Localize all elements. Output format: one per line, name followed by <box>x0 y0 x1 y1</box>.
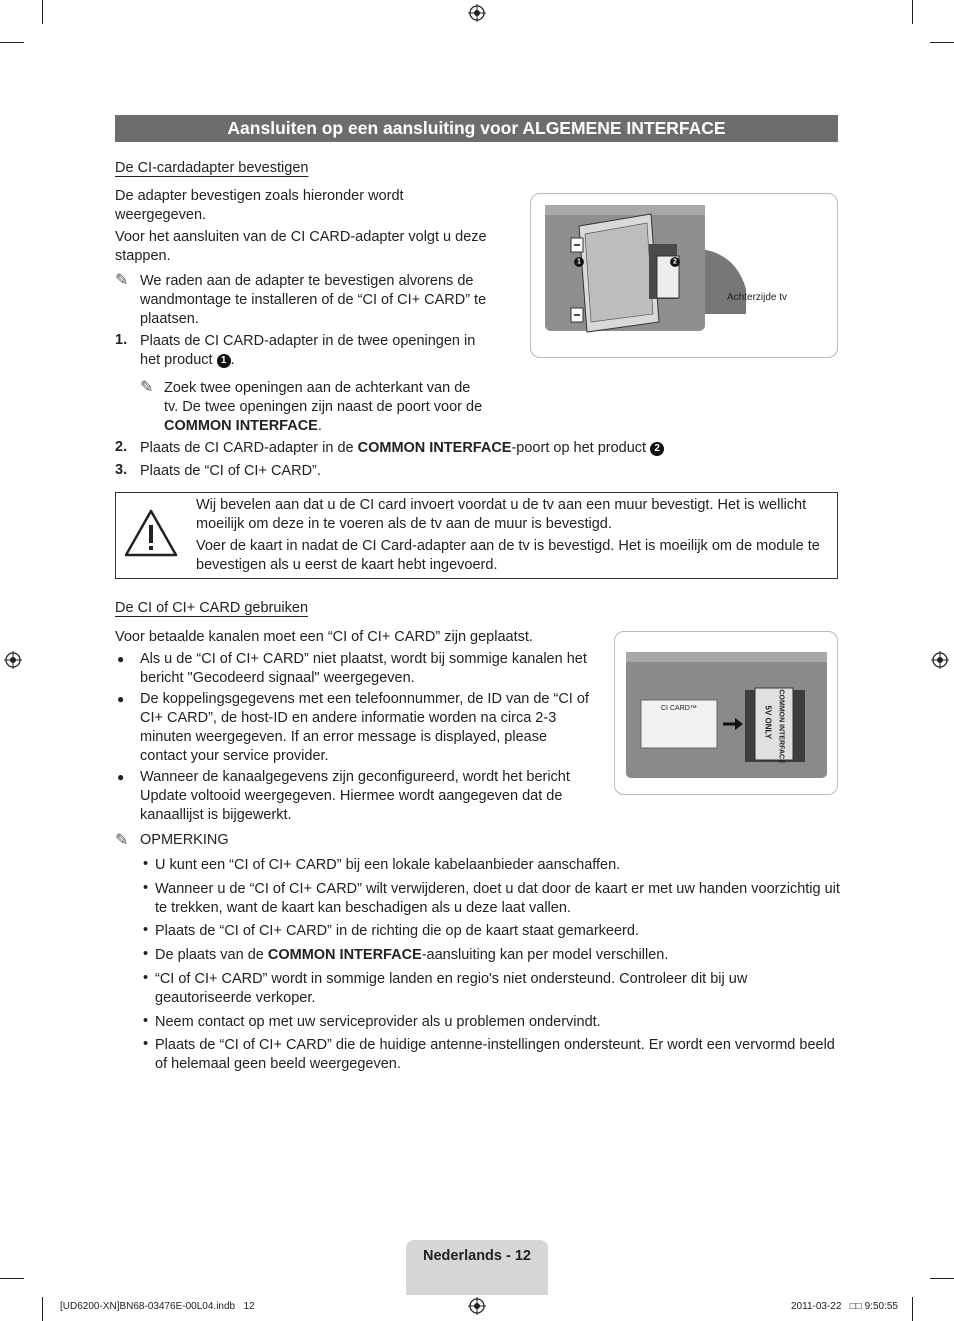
remark-item: Plaats de “CI of CI+ CARD” in de richting die op de kaart staat gemarkeerd. <box>155 923 639 939</box>
ci-card-intro: Voor betaalde kanalen moet een “CI of CI+ CARD” zijn geplaatst. <box>115 629 533 645</box>
remark-dot: • <box>143 1013 149 1029</box>
bullet-dot: ● <box>117 652 125 666</box>
crop-mark <box>42 0 43 24</box>
adapter-note-1: We raden aan de adapter te bevestigen alvorens de wandmontage te installeren of de “CI of CI+ CARD” te plaatsen. <box>140 273 487 327</box>
imprint-timestamp: 2011-03-22 □□ 9:50:55 <box>791 1301 898 1312</box>
ci-card-figure <box>614 631 838 795</box>
bullet-dot: ● <box>117 770 125 784</box>
figure-label: Achterzijde tv <box>727 292 788 303</box>
step-text: Plaats de CI CARD-adapter in de twee openingen in het product <box>140 333 476 368</box>
ci-card-bullet: Als u de “CI of CI+ CARD” niet plaatst, wordt bij sommige kanalen het bericht "Gecodeerd signaal" weergegeven. <box>140 651 587 686</box>
ci-card-heading: De CI of CI+ CARD gebruiken <box>115 600 309 616</box>
warning-box <box>115 492 838 579</box>
remark-item: Neem contact op met uw serviceprovider als u problemen ondervindt. <box>155 1014 601 1030</box>
crop-mark <box>912 0 913 24</box>
crop-mark <box>912 1297 913 1321</box>
crop-mark <box>0 1278 24 1279</box>
step-number: 2. <box>115 439 128 455</box>
tv-back-illustration <box>531 194 837 357</box>
adapter-step-3: Plaats de “CI of CI+ CARD”. <box>140 463 321 479</box>
module-label-1: COMMON INTERFACE <box>777 689 785 764</box>
warning-text-1: Wij bevelen aan dat u de CI card invoert voordat u de tv aan een muur bevestigt. Het is wellicht moeilijk om deze in te voeren als de tv aan de muur is bevestigd. <box>196 497 807 532</box>
remark-item: U kunt een “CI of CI+ CARD” bij een lokale kabelaanbieder aanschaffen. <box>155 857 621 873</box>
crop-mark <box>42 1297 43 1321</box>
adapter-intro-1: De adapter bevestigen zoals hieronder wordt weergegeven. <box>115 188 404 223</box>
remark-dot: • <box>143 946 149 962</box>
warning-triangle-icon <box>123 508 179 558</box>
adapter-step-2: Plaats de CI CARD-adapter in de COMMON INTERFACE-poort op het product 2 <box>140 439 740 458</box>
remark-dot: • <box>143 856 149 872</box>
registration-mark-icon <box>4 651 22 669</box>
step-number: 1. <box>115 332 128 348</box>
adapter-step-1-note: Zoek twee openingen aan de achterkant van de tv. De twee openingen zijn naast de poort voor de COMMON INTERFACE. <box>164 380 483 434</box>
remark-item: Wanneer u de “CI of CI+ CARD” wilt verwijderen, doet u dat door de kaart er met uw handen voorzichtig uit te trekken, want de kaart kan beschadigen als u deze laat vallen. <box>155 881 840 916</box>
crop-mark <box>0 42 24 43</box>
remark-dot: • <box>143 922 149 938</box>
warning-text-2: Voer de kaart in nadat de CI Card-adapter aan de tv is bevestigd. Het is moeilijk om de module te bevestigen als u eerst de kaart hebt ingevoerd. <box>196 538 820 573</box>
registration-mark-icon <box>468 4 486 22</box>
page-number-tab: Nederlands - 12 <box>406 1240 548 1295</box>
step-badge: 1 <box>217 354 231 368</box>
ci-card-bullet: Wanneer de kanaalgegevens zijn geconfigureerd, wordt het bericht Update voltooid weergegeven. Hiermee wordt aangegeven dat de kanaallijst is bijgewerkt. <box>140 769 570 823</box>
note-pencil-icon: ✎ <box>115 832 129 849</box>
registration-mark-icon <box>468 1297 486 1315</box>
remark-item: De plaats van de COMMON INTERFACE-aansluiting kan per model verschillen. <box>155 947 669 963</box>
adapter-intro-2: Voor het aansluiten van de CI CARD-adapter volgt u deze stappen. <box>115 229 487 264</box>
note-pencil-icon: ✎ <box>140 379 154 396</box>
remarks-heading: OPMERKING <box>140 832 229 848</box>
ci-card-label: CI CARD™ <box>661 705 697 712</box>
step-badge: 2 <box>650 442 664 456</box>
section-title: Aansluiten op een aansluiting voor ALGEMENE INTERFACE <box>115 115 838 142</box>
registration-mark-icon <box>931 651 949 669</box>
remark-dot: • <box>143 1036 149 1052</box>
remark-item: Plaats de “CI of CI+ CARD” die de huidige antenne-instellingen ondersteunt. Er wordt een vervormd beeld of helemaal geen beeld weergegeven. <box>155 1037 835 1072</box>
step-number: 3. <box>115 462 128 478</box>
figure-badge-2: 2 <box>670 257 680 267</box>
note-pencil-icon: ✎ <box>115 272 129 289</box>
ci-card-bullet: De koppelingsgegevens met een telefoonnummer, de ID van de “CI of CI+ CARD”, de host-ID en andere informatie worden na circa 2-3 minuten weergegeven. If an error message is displayed, please contact your service provider. <box>140 691 589 764</box>
figure-badge-1: 1 <box>574 257 584 267</box>
adapter-heading: De CI-cardadapter bevestigen <box>115 160 309 176</box>
crop-mark <box>930 42 954 43</box>
imprint-file: [UD6200-XN]BN68-03476E-00L04.indb 12 <box>60 1301 255 1312</box>
crop-mark <box>930 1278 954 1279</box>
ci-card-illustration <box>615 632 837 794</box>
remark-item: “CI of CI+ CARD” wordt in sommige landen en regio's niet ondersteund. Controleer dit bij uw geautoriseerde verkoper. <box>155 971 748 1006</box>
module-label-2: 5V ONLY <box>763 705 773 739</box>
adapter-step-1: Plaats de CI CARD-adapter in de twee openingen in het product 1 . <box>140 333 476 368</box>
adapter-figure <box>530 193 838 358</box>
bullet-dot: ● <box>117 692 125 706</box>
remark-dot: • <box>143 880 149 896</box>
remark-dot: • <box>143 970 149 986</box>
